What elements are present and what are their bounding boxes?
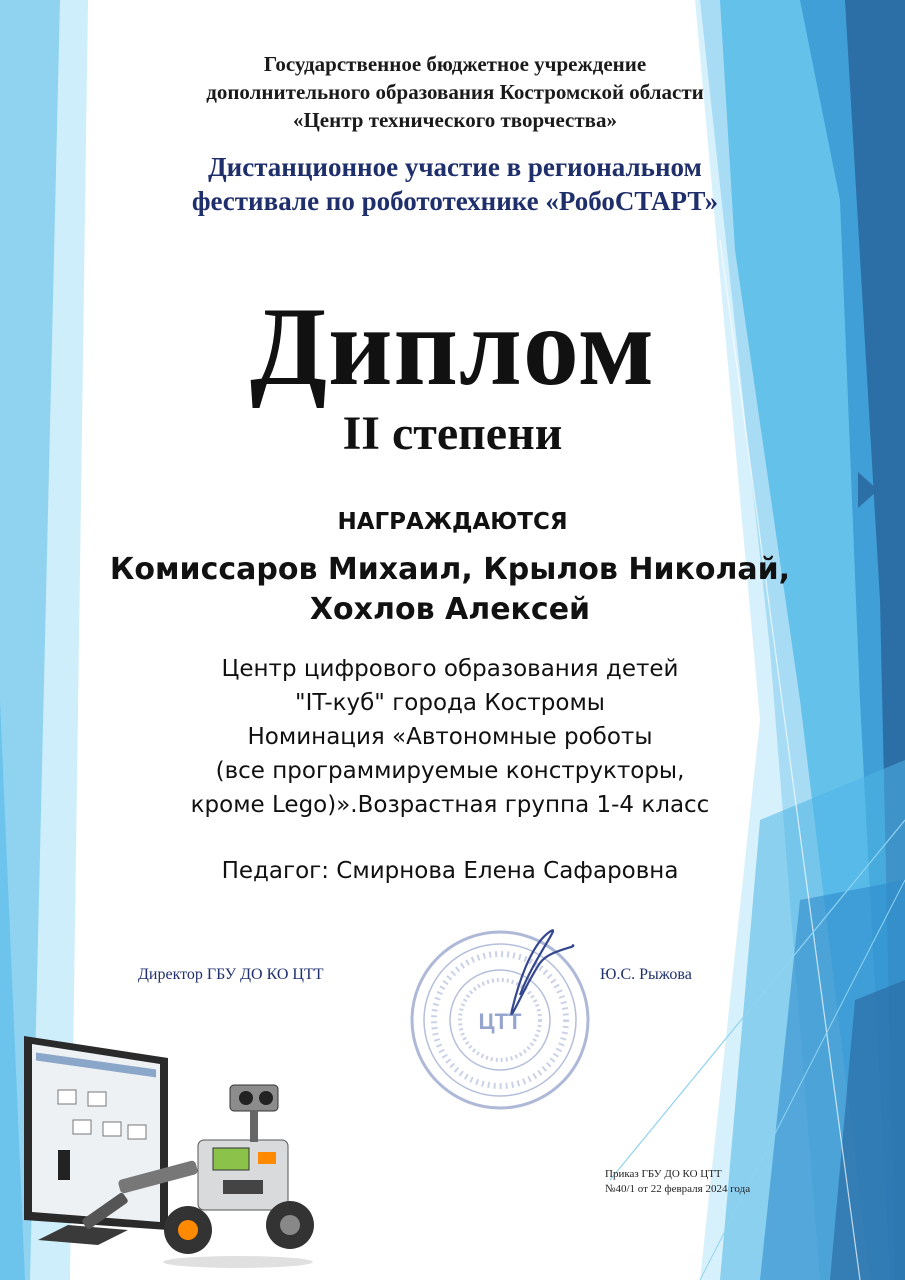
director-label: Директор ГБУ ДО КО ЦТТ xyxy=(138,966,324,983)
teacher-name: Педагог: Смирнова Елена Сафаровна xyxy=(221,858,679,884)
event-line-2: фестивале по робототехнике «РобоСТАРТ» xyxy=(191,186,719,216)
stamp-center-text: ЦТТ xyxy=(478,1009,522,1034)
round-seal-stamp-icon xyxy=(400,915,600,1115)
award-description xyxy=(40,652,860,822)
computer-and-robot-illustration xyxy=(18,1030,318,1270)
organization-name xyxy=(40,50,870,134)
awarded-heading: НАГРАЖДАЮТСЯ xyxy=(337,509,568,535)
recipients-line-1: Комиссаров Михаил, Крылов Николай, xyxy=(109,552,791,587)
description-line-3: Номинация «Автономные роботы xyxy=(247,724,653,750)
description-line-1: Центр цифрового образования детей xyxy=(221,656,679,682)
recipients-names xyxy=(40,550,860,630)
organization-line-1: Государственное бюджетное учреждение xyxy=(263,52,647,76)
diploma-title: Диплом xyxy=(249,285,656,409)
description-line-4: (все программируемые конструкторы, xyxy=(215,758,685,784)
description-line-2: "IT-куб" города Костромы xyxy=(295,690,605,716)
description-line-5: кроме Lego)».Возрастная группа 1-4 класс xyxy=(190,792,710,818)
diploma-degree: II степени xyxy=(342,407,563,460)
recipients-line-2: Хохлов Алексей xyxy=(309,592,591,627)
order-line-1: Приказ ГБУ ДО КО ЦТТ xyxy=(605,1168,722,1180)
event-line-1: Дистанционное участие в региональном xyxy=(208,152,702,182)
event-title xyxy=(40,150,870,218)
order-line-2: №40/1 от 22 февраля 2024 года xyxy=(605,1183,751,1195)
organization-line-3: «Центр технического творчества» xyxy=(292,108,618,132)
organization-line-2: дополнительного образования Костромской области xyxy=(206,80,704,104)
signer-name: Ю.С. Рыжова xyxy=(600,966,692,983)
order-reference xyxy=(605,1167,750,1197)
